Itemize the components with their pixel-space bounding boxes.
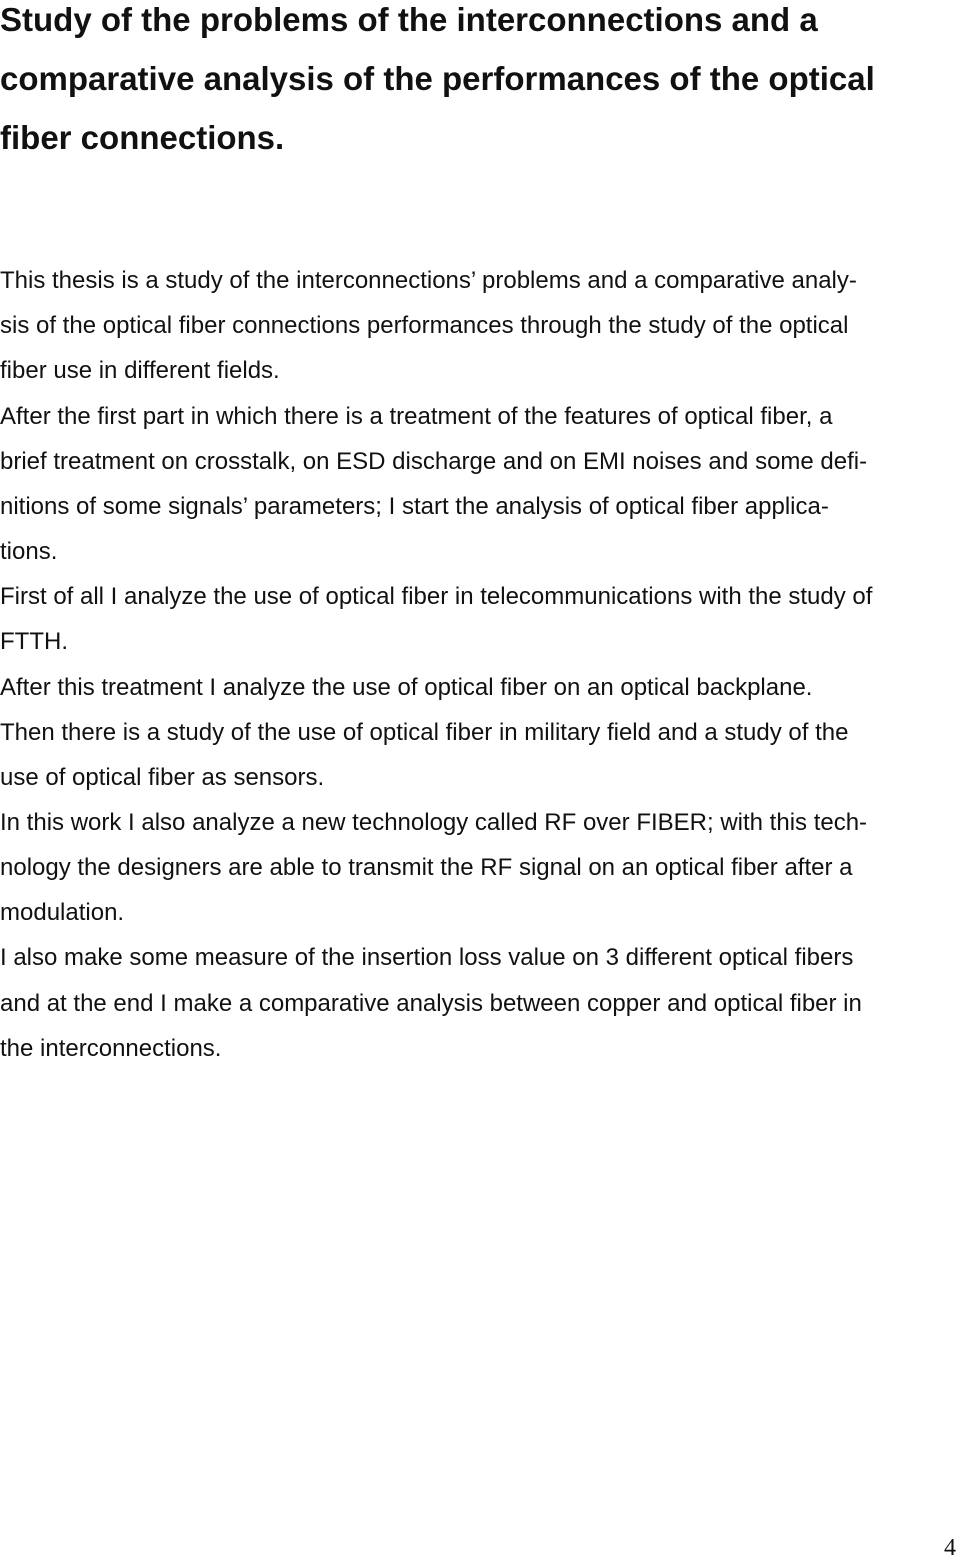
text-line: the interconnections. xyxy=(0,1035,222,1062)
text-line: and at the end I make a comparative analysis between copper and optical fiber in xyxy=(0,990,862,1017)
text-line: nitions of some signals’ parameters; I start the analysis of optical fiber applica- xyxy=(0,493,829,520)
text-line: In this work I also analyze a new technology called RF over FIBER; with this tech- xyxy=(0,809,868,836)
text-line: use of optical fiber as sensors. xyxy=(0,764,325,791)
text-line: FTTH. xyxy=(0,628,68,655)
page-number: 4 xyxy=(944,1535,956,1561)
text-line: fiber use in different fields. xyxy=(0,357,280,384)
text-line: tions. xyxy=(0,538,58,565)
text-line: Then there is a study of the use of optical fiber in military field and a study of the xyxy=(0,719,849,746)
text-line: This thesis is a study of the interconnections’ problems and a comparative analy- xyxy=(0,267,857,294)
text-line: I also make some measure of the insertion loss value on 3 different optical fibers xyxy=(0,944,854,971)
text-line: modulation. xyxy=(0,899,125,926)
page-title: Study of the problems of the interconnections and a comparative analysis of the performances of the optical fiber connections. xyxy=(0,1,875,156)
text-line: brief treatment on crosstalk, on ESD discharge and on EMI noises and some defi- xyxy=(0,448,868,475)
text-line: After this treatment I analyze the use of optical fiber on an optical backplane. xyxy=(0,674,813,701)
text-line: After the first part in which there is a treatment of the features of optical fiber, a xyxy=(0,403,833,430)
text-line: First of all I analyze the use of optical fiber in telecommunications with the study of xyxy=(0,583,873,610)
text-line: sis of the optical fiber connections performances through the study of the optical xyxy=(0,312,849,339)
text-line: nology the designers are able to transmit the RF signal on an optical fiber after a xyxy=(0,854,853,881)
